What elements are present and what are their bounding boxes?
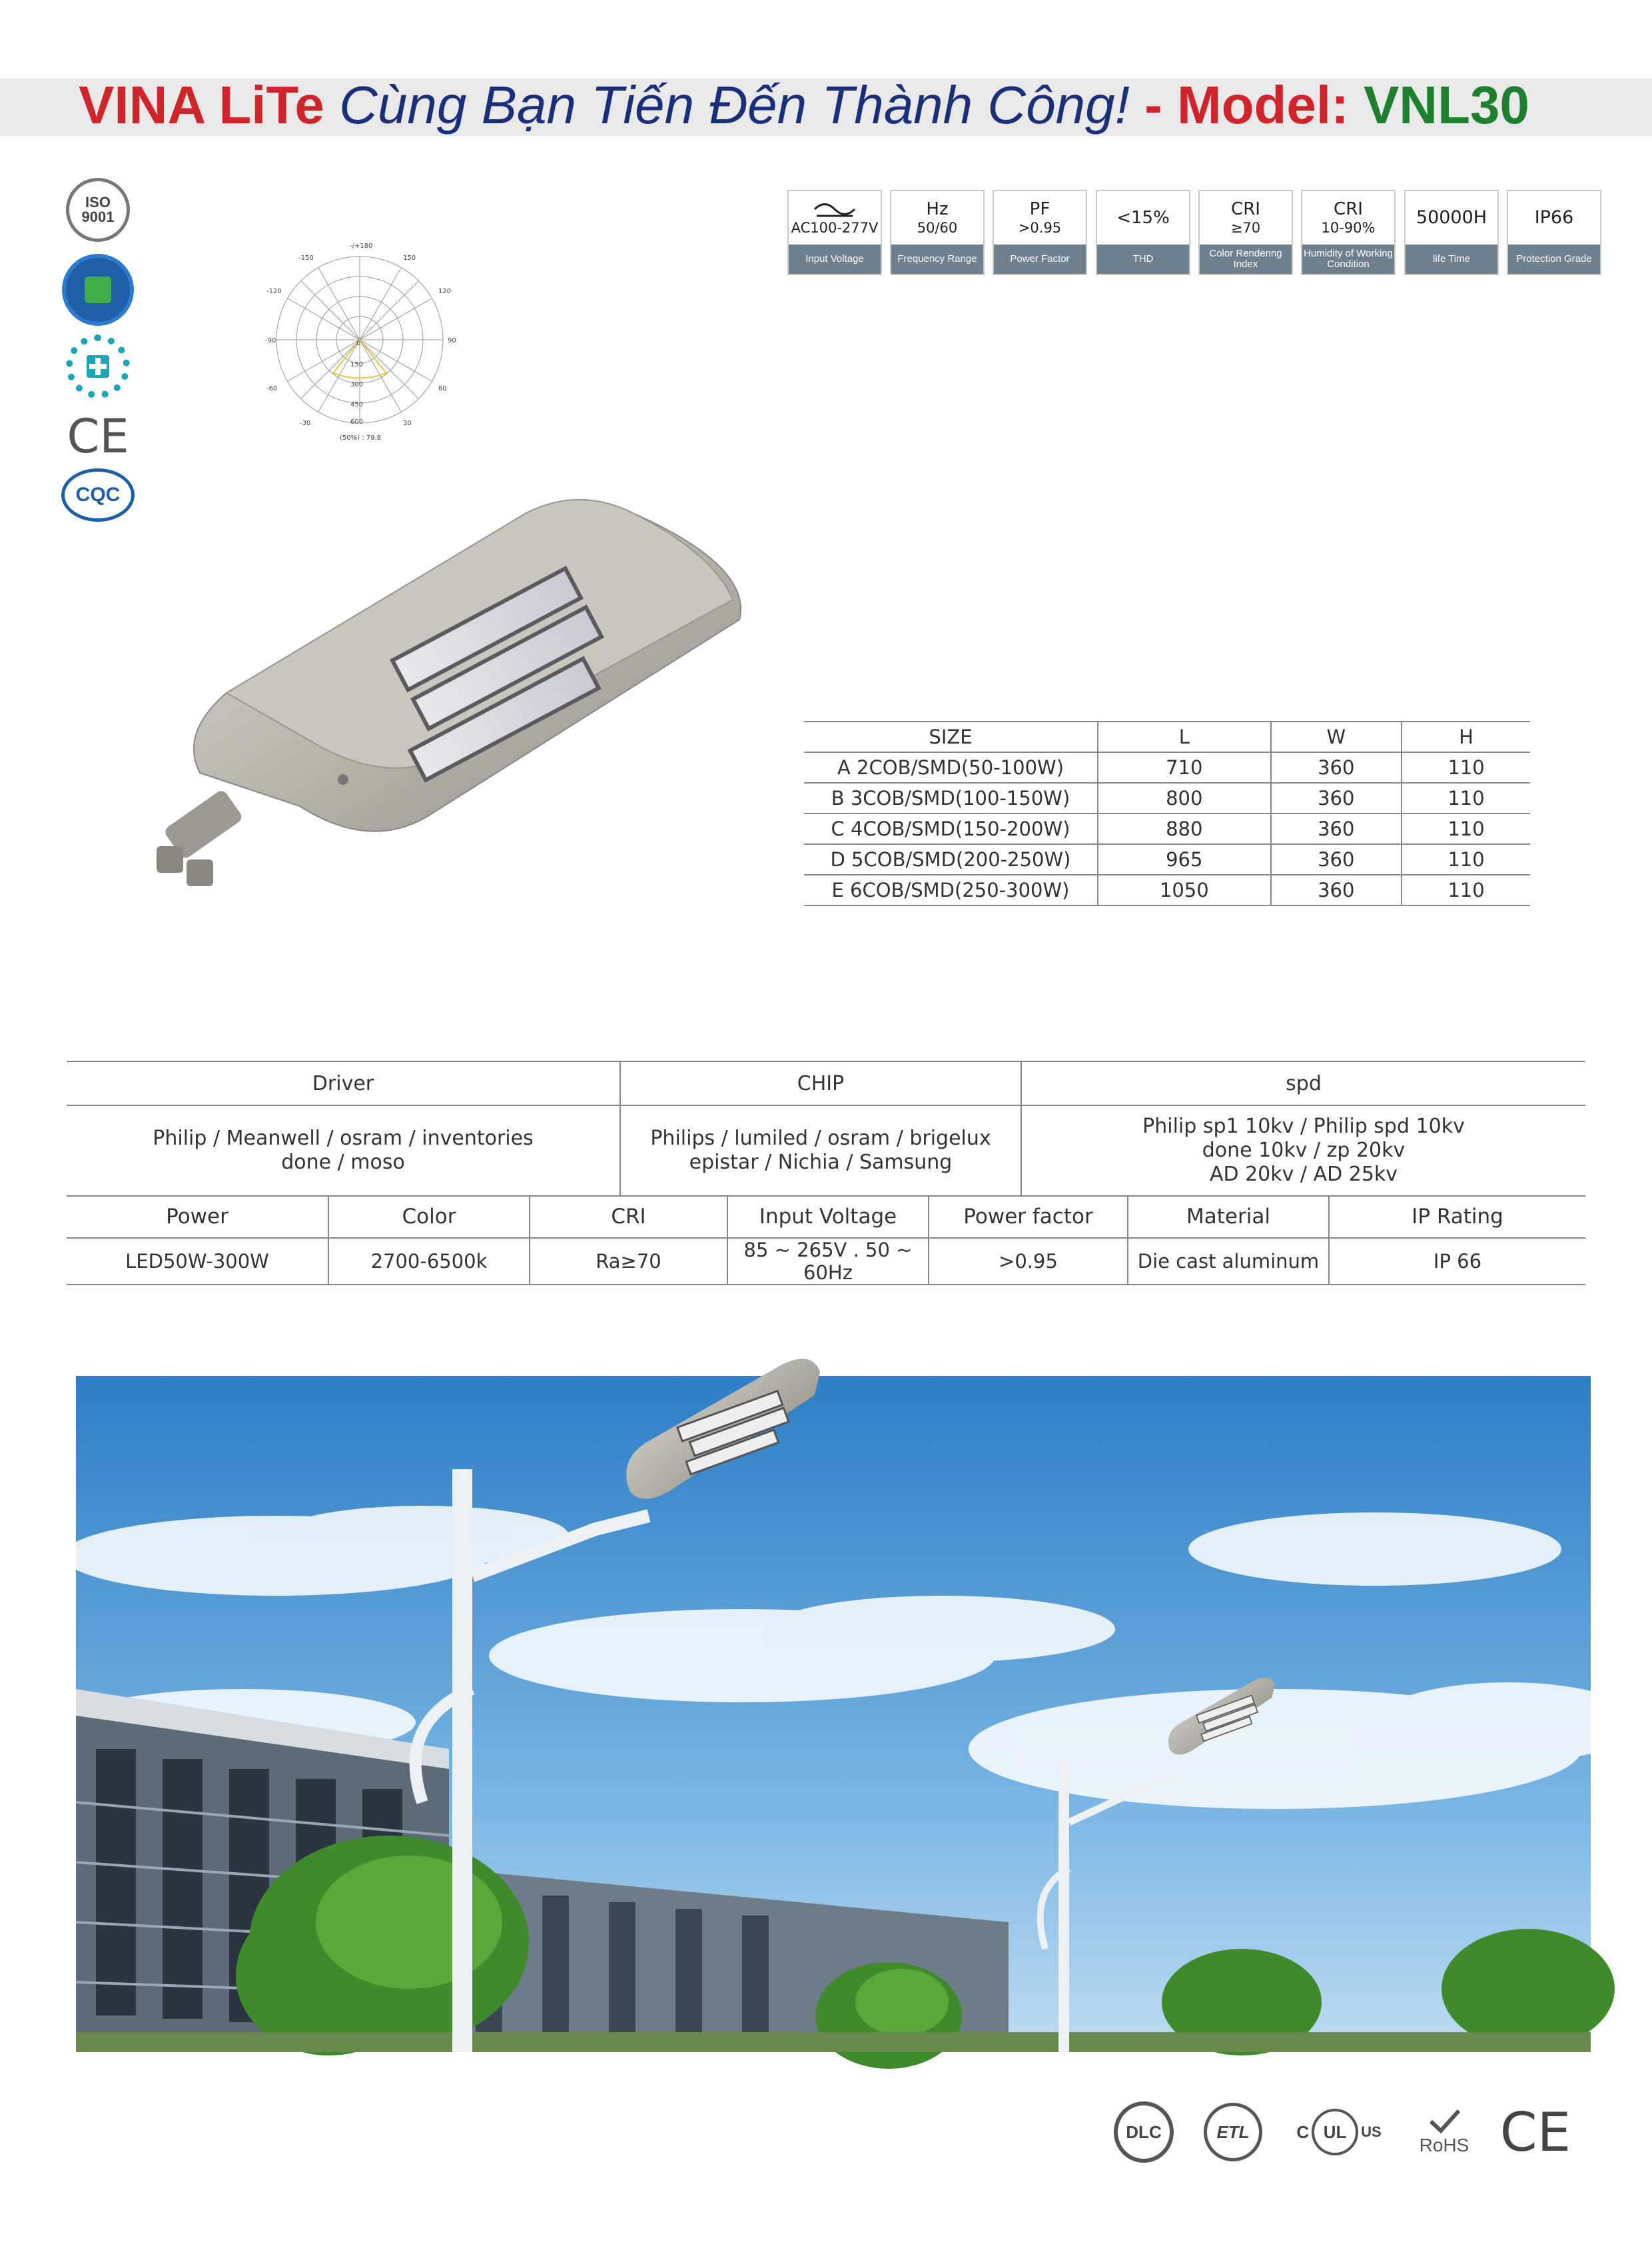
chip-line: epistar / Nichia / Samsung xyxy=(689,1151,953,1174)
polar-bottom-label: (50%) : 79.8 xyxy=(340,434,382,442)
size-cell: B 3COB/SMD(100-150W) xyxy=(804,783,1098,814)
spec-caption: Power Factor xyxy=(994,245,1086,274)
model-number: VNL30 xyxy=(1363,75,1529,135)
polar-center-label: 0 xyxy=(356,340,361,347)
power-factor-value: >0.95 xyxy=(929,1238,1128,1285)
components-header-row xyxy=(67,1061,1585,1105)
table-row xyxy=(804,783,1530,814)
table-row xyxy=(804,814,1530,844)
iso-certification-icon xyxy=(61,253,135,326)
height-header: H xyxy=(1402,722,1530,752)
cul-us-icon xyxy=(1292,2099,1386,2165)
spec-value: ≥70 xyxy=(1230,220,1261,236)
driver-line: done / moso xyxy=(281,1151,405,1174)
spec-caption: Protection Grade xyxy=(1508,245,1600,274)
spec-value: <15% xyxy=(1116,208,1170,228)
chip-line: Philips / lumiled / osram / brigelux xyxy=(650,1127,991,1150)
width-cell: 360 xyxy=(1271,844,1402,875)
polar-angle-label: 150 xyxy=(403,255,416,262)
street-scene-photo xyxy=(76,1376,1591,2052)
etl-icon xyxy=(1203,2099,1263,2165)
cul-us-label: US xyxy=(1361,2123,1382,2140)
polar-angle-label: -90 xyxy=(265,337,276,344)
rohs-icon xyxy=(1411,2099,1477,2165)
ce-mark-icon: CE xyxy=(1499,2101,1571,2163)
polar-angle-label: 60 xyxy=(438,385,447,392)
size-cell: E 6COB/SMD(250-300W) xyxy=(804,875,1098,905)
size-cell: C 4COB/SMD(150-200W) xyxy=(804,814,1098,844)
street-light-product-image xyxy=(153,493,766,893)
spec-protection xyxy=(1507,190,1601,275)
spec-title: 50000H xyxy=(1416,207,1487,228)
polar-ring-label: 300 xyxy=(350,381,364,388)
spec-header-row xyxy=(67,1196,1585,1238)
length-header: L xyxy=(1098,722,1271,752)
height-cell: 110 xyxy=(1402,875,1530,905)
polar-angle-label: -60 xyxy=(266,385,278,392)
polar-light-distribution-chart xyxy=(266,240,480,446)
components-values-row xyxy=(67,1105,1585,1196)
model-label: Model: xyxy=(1176,75,1349,135)
spec-caption: Color Rendenng Index xyxy=(1200,245,1292,274)
width-cell: 360 xyxy=(1271,875,1402,905)
iso9001-icon xyxy=(61,173,135,247)
spec-title: CRI xyxy=(1231,199,1260,219)
ac-wave-icon xyxy=(811,199,858,219)
power-factor-header: Power factor xyxy=(929,1196,1128,1238)
polar-angle-label: -120 xyxy=(266,288,282,295)
spec-lifetime xyxy=(1404,190,1499,275)
width-cell: 360 xyxy=(1271,814,1402,844)
spec-value: 50/60 xyxy=(917,220,958,236)
length-cell: 800 xyxy=(1098,783,1271,814)
spec-caption: Frequency Range xyxy=(891,245,983,274)
height-cell: 110 xyxy=(1402,752,1530,783)
spec-cri xyxy=(1198,190,1293,275)
polar-angle-label: -30 xyxy=(300,420,311,427)
spec-caption: THD xyxy=(1097,245,1189,274)
polar-angle-label: 30 xyxy=(403,420,412,427)
spd-header: spd xyxy=(1021,1061,1585,1105)
power-value: LED50W-300W xyxy=(67,1238,328,1285)
dlc-label: DLC xyxy=(1114,2101,1174,2163)
color-header: Color xyxy=(328,1196,530,1238)
page-title xyxy=(79,72,1529,139)
ip-rating-value: IP 66 xyxy=(1329,1238,1585,1285)
cqc-label: CQC xyxy=(61,468,135,522)
length-cell: 965 xyxy=(1098,844,1271,875)
size-table xyxy=(804,721,1530,906)
spec-title: CRI xyxy=(1334,199,1363,219)
spec-frequency xyxy=(890,190,985,275)
spec-humidity xyxy=(1301,190,1396,275)
input-voltage-value: 85 ~ 265V . 50 ~ 60Hz xyxy=(727,1238,929,1285)
polar-top-label: -/+180 xyxy=(350,243,373,250)
chip-header: CHIP xyxy=(620,1061,1021,1105)
polar-angle-label: -150 xyxy=(298,255,314,262)
slogan: Cùng Bạn Tiến Đến Thành Công! xyxy=(339,75,1130,135)
brand-name: VINA LiTe xyxy=(79,75,324,135)
dlc-icon xyxy=(1114,2099,1174,2165)
width-cell: 360 xyxy=(1271,783,1402,814)
spd-line: Philip sp1 10kv / Philip spd 10kv xyxy=(1142,1115,1465,1138)
spec-thd xyxy=(1096,190,1190,275)
size-cell: D 5COB/SMD(200-250W) xyxy=(804,844,1098,875)
cri-header: CRI xyxy=(530,1196,727,1238)
ul-label: UL xyxy=(1312,2109,1358,2155)
size-table-header xyxy=(804,722,1530,752)
specifications-table xyxy=(67,1196,1585,1285)
cqc-icon xyxy=(61,458,135,532)
spec-caption: life Time xyxy=(1406,245,1497,274)
spd-line: AD 20kv / AD 25kv xyxy=(1209,1163,1398,1186)
polar-ring-label: 150 xyxy=(350,361,364,368)
polar-ring-label: 600 xyxy=(350,418,364,426)
length-cell: 1050 xyxy=(1098,875,1271,905)
material-header: Material xyxy=(1128,1196,1329,1238)
power-header: Power xyxy=(67,1196,328,1238)
spec-input-voltage xyxy=(787,190,882,275)
components-table xyxy=(67,1061,1585,1197)
spd-line: done 10kv / zp 20kv xyxy=(1202,1139,1406,1162)
title-separator: - xyxy=(1144,75,1162,135)
spec-value: 10-90% xyxy=(1321,220,1376,236)
height-cell: 110 xyxy=(1402,783,1530,814)
spec-value: AC100-277V xyxy=(791,220,879,236)
width-header: W xyxy=(1271,722,1402,752)
checkmark-icon xyxy=(1424,2108,1464,2135)
width-cell: 360 xyxy=(1271,752,1402,783)
ip-rating-header: IP Rating xyxy=(1329,1196,1585,1238)
etl-label: ETL xyxy=(1204,2103,1262,2161)
cri-value: Ra≥70 xyxy=(530,1238,727,1285)
cnas-icon xyxy=(61,330,135,403)
input-voltage-header: Input Voltage xyxy=(727,1196,929,1238)
length-cell: 710 xyxy=(1098,752,1271,783)
spec-value: >0.95 xyxy=(1018,220,1062,236)
driver-cell xyxy=(67,1105,620,1196)
cul-c-label: C xyxy=(1296,2121,1310,2142)
height-cell: 110 xyxy=(1402,814,1530,844)
polar-angle-label: 90 xyxy=(448,337,456,344)
polar-angle-label: 120 xyxy=(438,288,452,295)
spd-cell xyxy=(1021,1105,1585,1196)
size-cell: A 2COB/SMD(50-100W) xyxy=(804,752,1098,783)
table-row xyxy=(804,752,1530,783)
rohs-label: RoHS xyxy=(1419,2135,1469,2155)
ce-mark-icon: CE xyxy=(67,409,129,464)
material-value: Die cast aluminum xyxy=(1128,1238,1329,1285)
length-cell: 880 xyxy=(1098,814,1271,844)
chip-cell xyxy=(620,1105,1021,1196)
spec-title: IP66 xyxy=(1534,207,1574,228)
spec-title: Hz xyxy=(926,199,949,219)
spec-values-row xyxy=(67,1238,1585,1285)
driver-header: Driver xyxy=(67,1061,620,1105)
spec-power-factor xyxy=(993,190,1087,275)
height-cell: 110 xyxy=(1402,844,1530,875)
iso-label: ISO xyxy=(85,194,111,211)
spec-title: PF xyxy=(1029,199,1050,219)
color-value: 2700-6500k xyxy=(328,1238,530,1285)
polar-ring-label: 450 xyxy=(350,401,364,408)
iso-number: 9001 xyxy=(81,209,115,225)
spec-caption: Input Voltage xyxy=(789,245,881,274)
size-header: SIZE xyxy=(804,722,1098,752)
spec-caption: Humidity of Working Condition xyxy=(1302,245,1394,274)
table-row xyxy=(804,875,1530,905)
table-row xyxy=(804,844,1530,875)
driver-line: Philip / Meanwell / osram / inventories xyxy=(153,1127,534,1150)
